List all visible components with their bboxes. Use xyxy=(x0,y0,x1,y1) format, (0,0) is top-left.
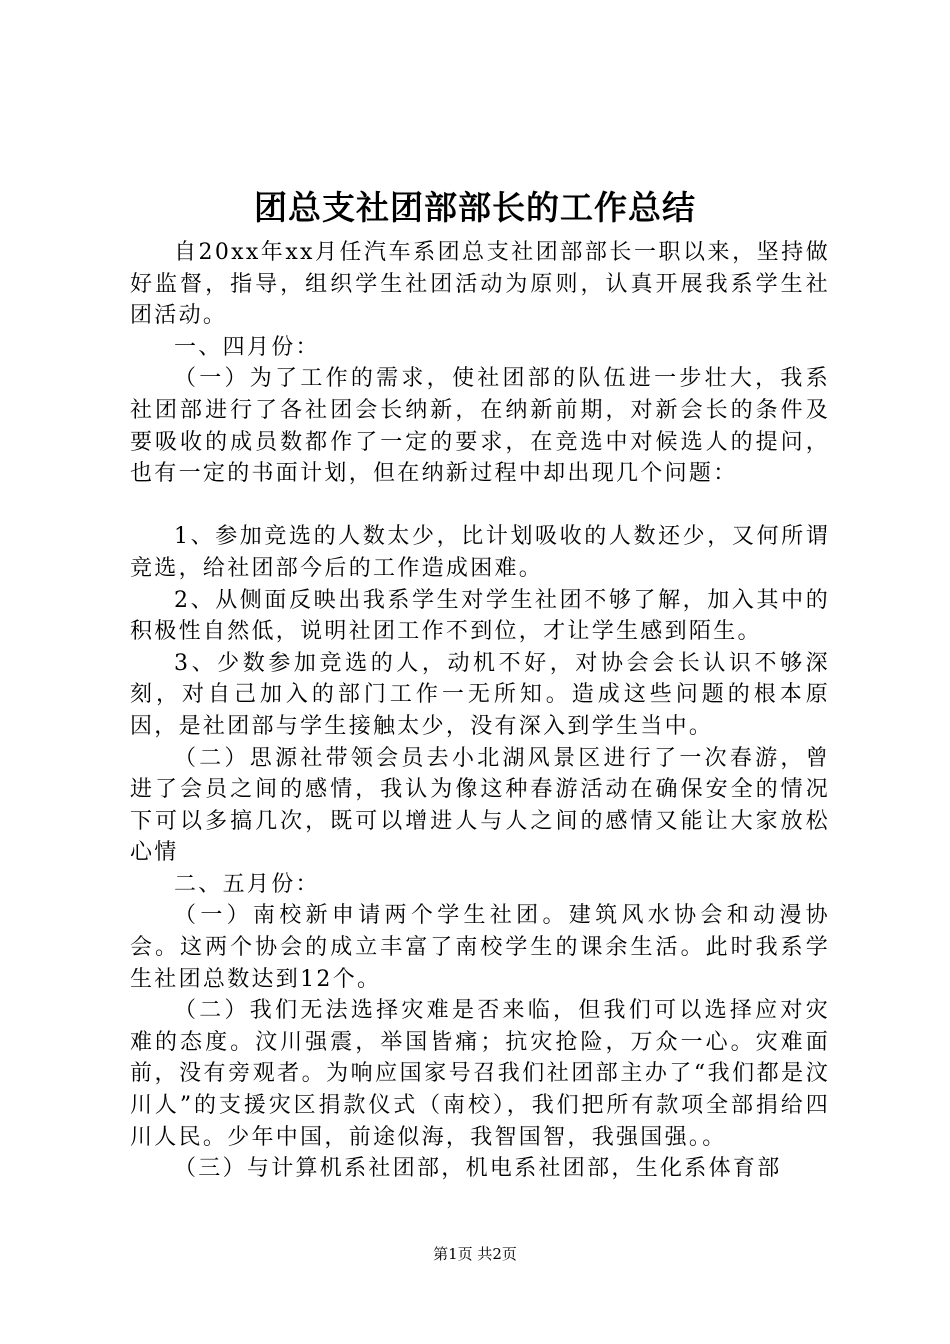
section-heading-may: 二、五月份： xyxy=(174,871,320,897)
document-title: 团总支社团部部长的工作总结 xyxy=(254,188,696,227)
blank-line xyxy=(130,490,830,522)
paragraph-may-1: （一）南校新申请两个学生社团。建筑风水协会和动漫协会。这两个协会的成立丰富了南校学生的课余生活。此时我系学生社团总数达到12个。 xyxy=(130,903,830,992)
document-body xyxy=(130,237,830,1185)
list-item-problem-3: 3、少数参加竞选的人，动机不好，对协会会长认识不够深刻，对自己加入的部门工作一无所知。造成这些问题的根本原因，是社团部与学生接触太少，没有深入到学生当中。 xyxy=(130,650,830,739)
paragraph-april-1: （一）为了工作的需求，使社团部的队伍进一步壮大，我系社团部进行了各社团会长纳新，在纳新前期，对新会长的条件及要吸收的成员数都作了一定的要求，在竞选中对候选人的提问，也有一定的书面计划，但在纳新过程中却出现几个问题： xyxy=(130,366,830,487)
section-heading-april: 一、四月份： xyxy=(174,334,320,360)
list-item-problem-2: 2、从侧面反映出我系学生对学生社团不够了解，加入其中的积极性自然低，说明社团工作不到位，才让学生感到陌生。 xyxy=(130,587,830,645)
paragraph-april-2: （二）思源社带领会员去小北湖风景区进行了一次春游，曾进了会员之间的感情，我认为像这种春游活动在确保安全的情况下可以多搞几次，既可以增进人与人之间的感情又能让大家放松心情 xyxy=(130,745,830,866)
list-item-problem-1: 1、参加竞选的人数太少，比计划吸收的人数还少，又何所谓竞选，给社团部今后的工作造成困难。 xyxy=(130,524,830,581)
paragraph-intro: 自20xx年xx月任汽车系团总支社团部部长一职以来，坚持做好监督，指导，组织学生社团活动为原则，认真开展我系学生社团活动。 xyxy=(130,240,830,329)
page-footer: 第1页 共2页 xyxy=(433,1245,517,1263)
paragraph-may-2: （二）我们无法选择灾难是否来临，但我们可以选择应对灾难的态度。汶川强震，举国皆痛；抗灾抢险，万众一心。灾难面前，没有旁观者。为响应国家号召我们社团部主办了“我们都是汶川人”的支援灾区捐款仪式（南校），我们把所有款项全部捐给四川人民。少年中国，前途似海，我智国智，我强国强。。 xyxy=(130,998,830,1150)
paragraph-may-3: （三）与计算机系社团部，机电系社团部，生化系体育部 xyxy=(174,1156,782,1182)
